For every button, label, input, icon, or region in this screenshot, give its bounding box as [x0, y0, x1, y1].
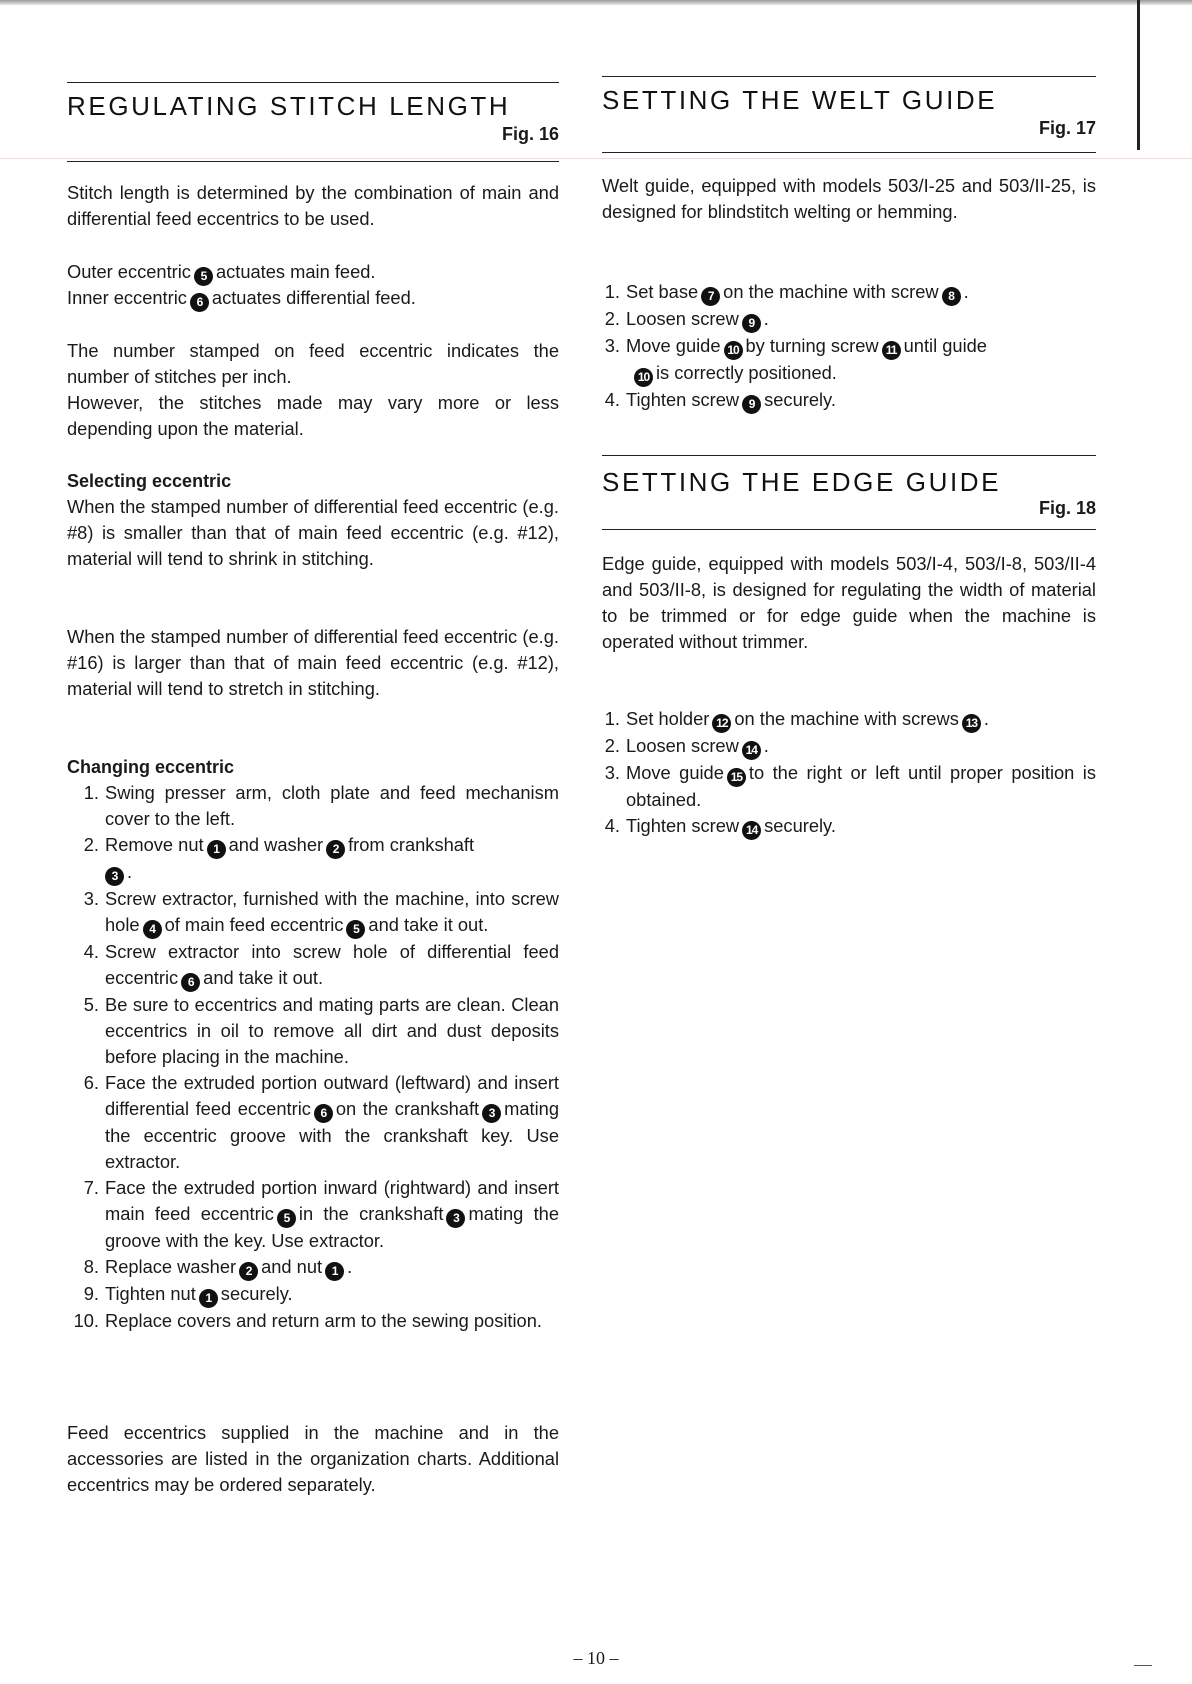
- list-item: 5. Be sure to eccentrics and mating parts are clean. Clean eccentrics in oil to remove all dirt and dust deposits before placing in the machine.: [83, 994, 559, 1067]
- scan-edge-right: [1137, 0, 1140, 150]
- intro-paragraph: Stitch length is determined by the combination of main and differential feed eccentrics to be used.: [67, 182, 559, 229]
- scan-edge-top: [0, 0, 1192, 5]
- callout-5-icon: 5: [277, 1209, 296, 1228]
- header-underline: [67, 161, 559, 162]
- callout-6-icon: 6: [190, 293, 209, 312]
- list-item: 10. Replace covers and return arm to the sewing position.: [73, 1310, 542, 1331]
- list-item: 8. Replace washer 2 and nut 1 .: [67, 1254, 559, 1281]
- stitch-length-header: [67, 82, 559, 145]
- welt-guide-header: [602, 76, 1096, 139]
- edge-steps: [602, 706, 1096, 840]
- callout-6-icon: 6: [181, 973, 200, 992]
- scan-artifact-corner: [1134, 1665, 1152, 1666]
- changing-heading: Changing eccentric: [67, 757, 235, 777]
- callout-3-icon: 3: [446, 1209, 465, 1228]
- header-underline: [602, 152, 1096, 153]
- list-item: 3. Screw extractor, furnished with the machine, into screw hole 4 of main feed eccentric 5 and take it out.: [67, 886, 559, 939]
- list-item: 9. Tighten nut 1 securely.: [67, 1281, 559, 1308]
- welt-intro: Welt guide, equipped with models 503/I-25 and 503/II-25, is designed for blindstitch welting or hemming.: [602, 175, 1096, 222]
- callout-14-icon: 14: [742, 821, 761, 840]
- list-item: 1. Swing presser arm, cloth plate and feed mechanism cover to the left.: [83, 782, 559, 829]
- callout-12-icon: 12: [712, 714, 731, 733]
- callout-14-icon: 14: [742, 741, 761, 760]
- header-underline: [602, 529, 1096, 530]
- callout-8-icon: 8: [942, 287, 961, 306]
- selecting-paragraph-2: When the stamped number of differential feed eccentric (e.g. #16) is larger than that of main feed eccentric (e.g. #12), material will tend to stretch in stitching.: [67, 626, 559, 699]
- edge-guide-header: [602, 455, 1096, 519]
- callout-6-icon: 6: [314, 1104, 333, 1123]
- list-item: 2. Loosen screw 9 .: [602, 306, 1096, 333]
- callout-9-icon: 9: [742, 314, 761, 333]
- figure-label: Fig. 16: [501, 124, 559, 144]
- selecting-paragraph-1: When the stamped number of differential feed eccentric (e.g. #8) is smaller than that of main feed eccentric (e.g. #12), material will tend to shrink in stitching.: [67, 496, 559, 569]
- callout-10-icon: 10: [634, 368, 653, 387]
- callout-3-icon: 3: [482, 1104, 501, 1123]
- section-title: SETTING THE WELT GUIDE: [602, 85, 998, 115]
- number-paragraph: The number stamped on feed eccentric indicates the number of stitches per inch.: [67, 340, 559, 387]
- callout-5-icon: 5: [346, 920, 365, 939]
- changing-steps: [67, 780, 559, 1334]
- scan-artifact-line: [0, 158, 1192, 159]
- callout-4-icon: 4: [143, 920, 162, 939]
- callout-9-icon: 9: [742, 395, 761, 414]
- list-item: 1. Set holder 12 on the machine with screws 13 .: [602, 706, 1096, 733]
- welt-steps: [602, 279, 1096, 414]
- callout-10-icon: 10: [724, 341, 743, 360]
- list-item: 4. Tighten screw 14 securely.: [602, 813, 1096, 840]
- however-paragraph: However, the stitches made may vary more or less depending upon the material.: [67, 392, 559, 439]
- callout-11-icon: 11: [882, 341, 901, 360]
- figure-label: Fig. 17: [1038, 118, 1096, 138]
- callout-15-icon: 15: [727, 768, 746, 787]
- section-title: SETTING THE EDGE GUIDE: [602, 467, 1002, 497]
- selecting-heading: Selecting eccentric: [67, 471, 232, 491]
- outer-eccentric-line: Outer eccentric 5 actuates main feed.: [67, 259, 559, 286]
- list-item: 3. Move guide 10 by turning screw 11 until guide 10 is correctly positioned.: [602, 333, 1096, 387]
- callout-13-icon: 13: [962, 714, 981, 733]
- page-number: – 10 –: [573, 1648, 619, 1668]
- list-item: 4. Screw extractor into screw hole of differential feed eccentric 6 and take it out.: [67, 939, 559, 992]
- edge-intro: Edge guide, equipped with models 503/I-4, 503/I-8, 503/II-4 and 503/II-8, is designed for regulating the width of material to be trimmed or for edge guide when the machine is operated without trimmer.: [602, 553, 1096, 652]
- callout-7-icon: 7: [701, 287, 720, 306]
- list-item: 7. Face the extruded portion inward (rightward) and insert main feed eccentric 5 in the crankshaft 3 mating the groove with the key. Use extractor.: [83, 1177, 559, 1251]
- inner-eccentric-line: Inner eccentric 6 actuates differential feed.: [67, 285, 559, 312]
- figure-label: Fig. 18: [1038, 498, 1096, 518]
- callout-5-icon: 5: [194, 267, 213, 286]
- callout-1-icon: 1: [207, 840, 226, 859]
- section-title: REGULATING STITCH LENGTH: [67, 91, 511, 121]
- list-item: 2. Loosen screw 14 .: [602, 733, 1096, 760]
- callout-2-icon: 2: [239, 1262, 258, 1281]
- callout-1-icon: 1: [199, 1289, 218, 1308]
- list-item: 1. Set base 7 on the machine with screw 8 .: [602, 279, 1096, 306]
- list-item: 6. Face the extruded portion outward (leftward) and insert differential feed eccentric 6 on the crankshaft 3 mating the eccentric groove with the crankshaft key. Use extractor.: [83, 1072, 559, 1172]
- callout-2-icon: 2: [326, 840, 345, 859]
- list-item: 4. Tighten screw 9 securely.: [602, 387, 1096, 414]
- list-item: 2. Remove nut 1 and washer 2 from crankshaft 3 .: [67, 832, 559, 886]
- closing-paragraph: Feed eccentrics supplied in the machine and in the accessories are listed in the organization charts. Additional eccentrics may be ordered separately.: [67, 1422, 559, 1495]
- callout-1-icon: 1: [325, 1262, 344, 1281]
- callout-3-icon: 3: [105, 867, 124, 886]
- list-item: 3. Move guide 15 to the right or left until proper position is obtained.: [604, 762, 1096, 810]
